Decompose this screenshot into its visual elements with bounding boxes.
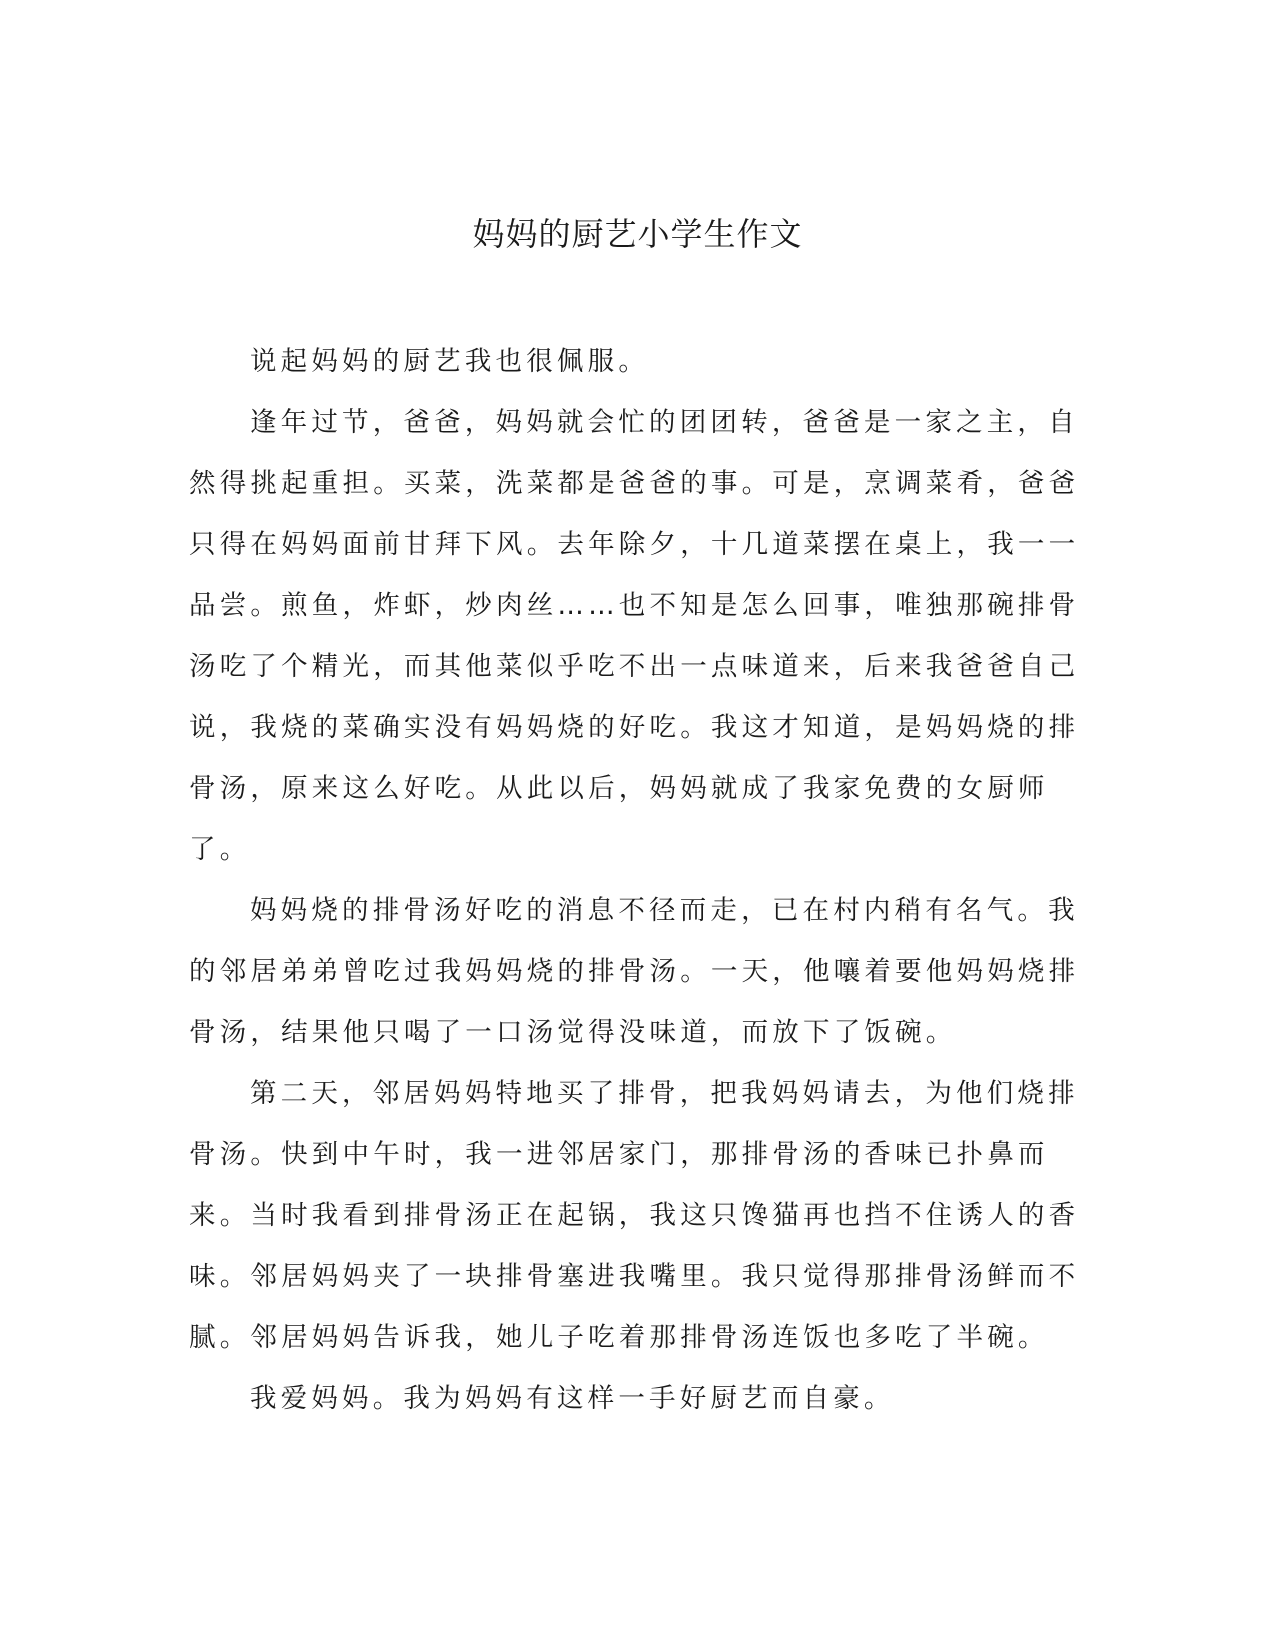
paragraph: 妈妈烧的排骨汤好吃的消息不径而走，已在村内稍有名气。我的邻居弟弟曾吃过我妈妈烧的排骨汤。一天，他嚷着要他妈妈烧排骨汤，结果他只喝了一口汤觉得没味道，而放下了饭碗。 [189,895,1080,1048]
paragraph: 逢年过节，爸爸，妈妈就会忙的团团转，爸爸是一家之主，自然得挑起重担。买菜，洗菜都是爸爸的事。可是，烹调菜肴，爸爸只得在妈妈面前甘拜下风。去年除夕，十几道菜摆在桌上，我一一品尝。煎鱼，炸虾，炒肉丝……也不知是怎么回事，唯独那碗排骨汤吃了个精光，而其他菜似乎吃不出一点味道来，后来我爸爸自己说，我烧的菜确实没有妈妈烧的好吃。我这才知道，是妈妈烧的排骨汤，原来这么好吃。从此以后，妈妈就成了我家免费的女厨师了。 [189,407,1080,865]
document-body [189,331,1089,1429]
paragraph: 我爱妈妈。我为妈妈有这样一手好厨艺而自豪。 [249,1383,895,1414]
paragraph: 第二天，邻居妈妈特地买了排骨，把我妈妈请去，为他们烧排骨汤。快到中午时，我一进邻居家门，那排骨汤的香味已扑鼻而来。当时我看到排骨汤正在起锅，我这只馋猫再也挡不住诱人的香味。邻居妈妈夹了一块排骨塞进我嘴里。我只觉得那排骨汤鲜而不腻。邻居妈妈告诉我，她儿子吃着那排骨汤连饭也多吃了半碗。 [189,1078,1080,1353]
paragraph: 说起妈妈的厨艺我也很佩服。 [249,346,650,377]
document-title: 妈妈的厨艺小学生作文 [472,215,803,253]
